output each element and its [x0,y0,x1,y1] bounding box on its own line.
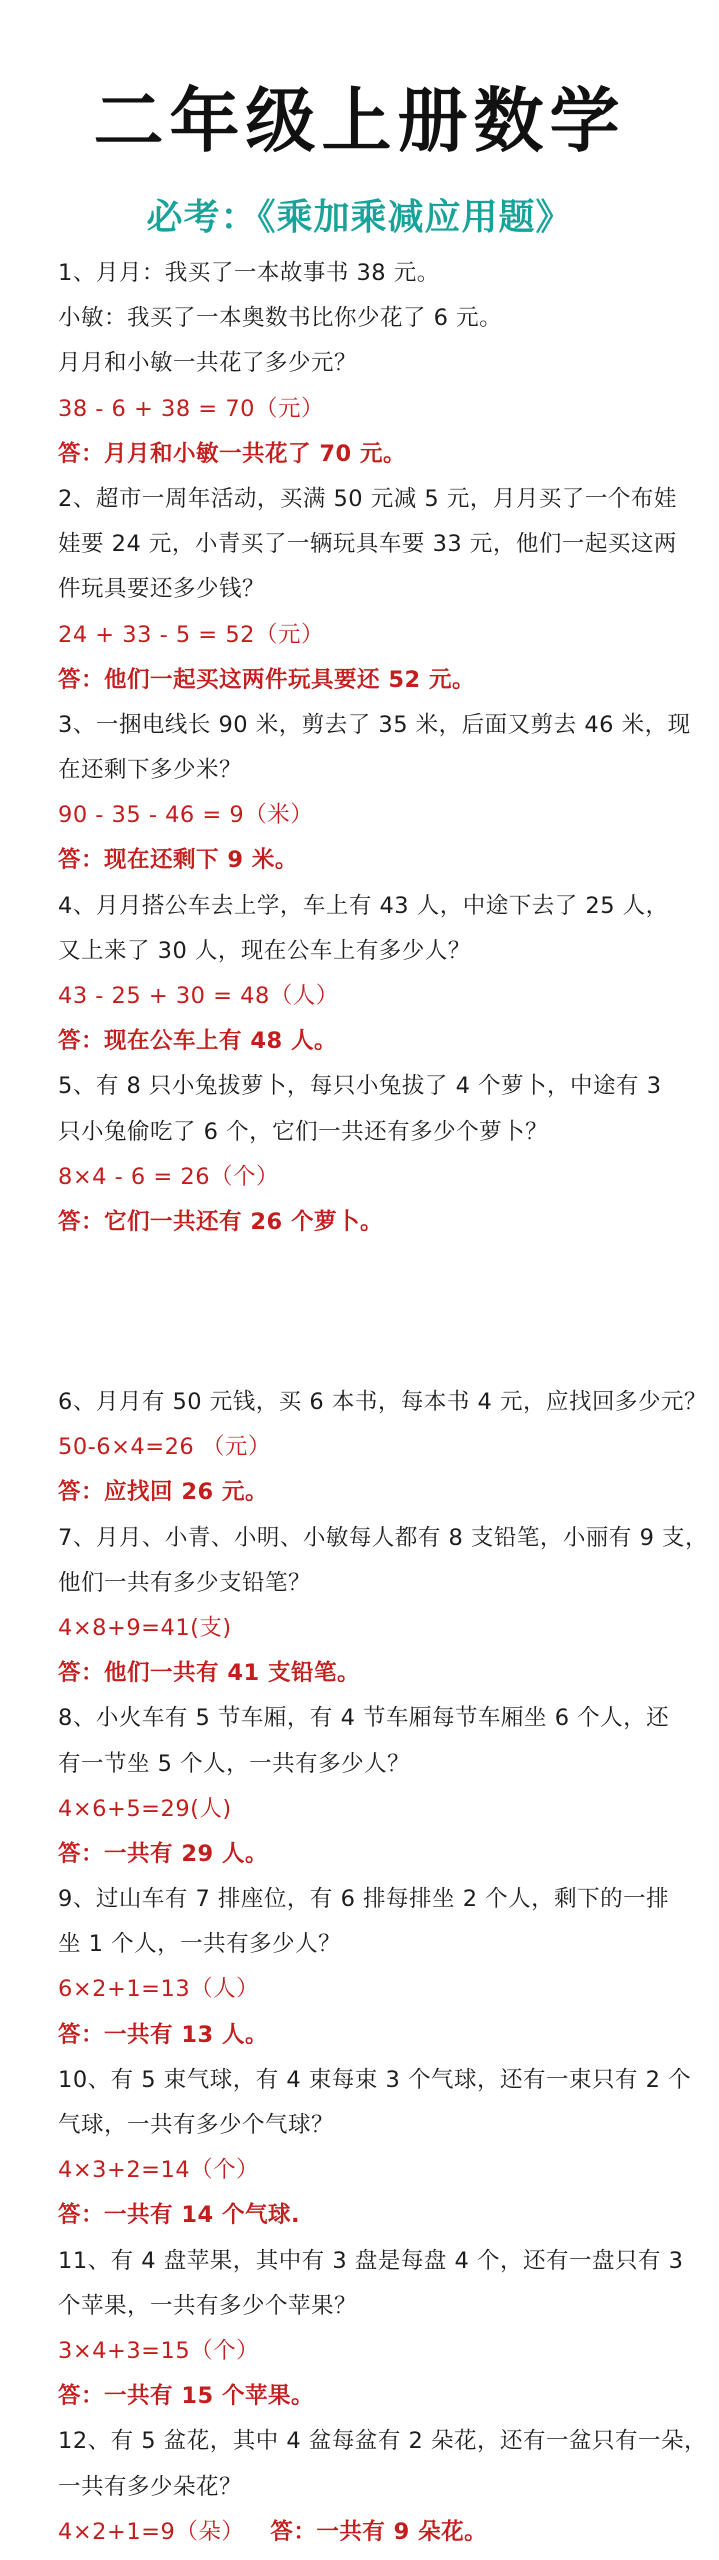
problem-1-answer: 答：月月和小敏一共花了 70 元。 [58,440,406,467]
problem-10-answer: 答：一共有 14 个气球. [58,2202,301,2229]
problem-5-text: 5、有 8 只小兔拔萝卜，每只小兔拔了 4 个萝卜，中途有 3 [58,1073,662,1100]
page-subtitle: 必考：《乘加乘减应用题》 [146,197,573,238]
problem-6-text: 6、月月有 50 元钱，买 6 本书，每本书 4 元，应找回多少元？ [58,1389,707,1415]
problem-9-text: 9、过山车有 7 排座位，有 6 排每排坐 2 个人，剩下的一排 [58,1886,670,1913]
problem-3-equation: 90 - 35 - 46 = 9（米） [58,802,314,829]
problem-9-answer: 答：一共有 13 人。 [58,2021,268,2048]
problem-7-question: 他们一共有多少支铅笔？ [58,1569,312,1596]
problem-7-text: 7、月月、小青、小明、小敏每人都有 8 支铅笔，小丽有 9 支， [58,1524,709,1551]
problem-12-equation: 4×2+1=9（朵） [58,2518,245,2545]
problem-2-equation: 24 + 33 - 5 = 52（元） [58,621,324,648]
problem-9-equation: 6×2+1=13（人） [58,1976,260,2003]
problem-8-text: 8、小火车有 5 节车厢，有 4 节车厢每节车厢坐 6 个人，还 [58,1705,670,1732]
problem-12-answer: 答：一共有 9 朵花。 [270,2518,488,2545]
problem-10-equation: 4×3+2=14（个） [58,2157,260,2184]
problem-11-answer: 答：一共有 15 个苹果。 [58,2383,314,2410]
problem-6-equation: 50-6×4=26 （元） [58,1434,271,1461]
problem-1-question: 月月和小敏一共花了多少元？ [58,350,358,377]
problem-11-equation: 3×4+3=15（个） [58,2337,260,2364]
problem-3-text: 3、一捆电线长 90 米，剪去了 35 米，后面又剪去 46 米，现 [58,711,691,738]
problem-1-equation: 38 - 6 + 38 = 70（元） [58,395,324,422]
problem-8-answer: 答：一共有 29 人。 [58,1840,268,1867]
problem-7-equation: 4×8+9=41(支) [58,1614,232,1641]
problem-11-question: 个苹果，一共有多少个苹果？ [58,2292,358,2319]
problem-2-text: 娃要 24 元，小青买了一辆玩具车要 33 元，他们一起买这两 [58,531,677,558]
problem-5-equation: 8×4 - 6 = 26（个） [58,1163,280,1190]
problem-12-text: 12、有 5 盆花，其中 4 盆每盆有 2 朵花，还有一盆只有一朵， [58,2428,707,2455]
problem-4-question: 又上来了 30 人，现在公车上有多少人？ [58,937,471,964]
problem-10-text: 10、有 5 束气球，有 4 束每束 3 个气球，还有一束只有 2 个 [58,2066,692,2093]
page-title: 二年级上册数学 [93,80,626,162]
problems-section-2 [58,1380,709,2555]
problem-4-text: 4、月月搭公车去上学，车上有 43 人，中途下去了 25 人， [58,892,669,919]
problem-8-equation: 4×6+5=29(人) [58,1795,232,1822]
problem-7-answer: 答：他们一共有 41 支铅笔。 [58,1660,360,1687]
problem-2-answer: 答：他们一起买这两件玩具要还 52 元。 [58,666,475,693]
problem-8-question: 有一节坐 5 个人，一共有多少人？ [58,1750,411,1777]
problems-section-1 [58,251,691,1245]
problem-5-answer: 答：它们一共还有 26 个萝卜。 [58,1208,383,1235]
problem-3-question: 在还剩下多少米？ [58,757,243,784]
problem-4-equation: 43 - 25 + 30 = 48（人） [58,983,339,1009]
problem-1-text: 小敏：我买了一本奥数书比你少花了 6 元。 [58,305,503,332]
problem-5-question: 只小兔偷吃了 6 个，它们一共还有多少个萝卜？ [58,1118,549,1145]
problem-3-answer: 答：现在还剩下 9 米。 [58,847,298,874]
problem-12-solution-row [58,2510,668,2555]
problem-6-answer: 答：应找回 26 元。 [58,1479,268,1506]
problem-1-text: 1、月月：我买了一本故事书 38 元。 [58,260,440,286]
problem-12-question: 一共有多少朵花？ [58,2473,243,2500]
problem-10-question: 气球，一共有多少个气球？ [58,2112,335,2138]
problem-2-question: 件玩具要还多少钱？ [58,576,266,603]
problem-4-answer: 答：现在公车上有 48 人。 [58,1028,337,1055]
problem-11-text: 11、有 4 盘苹果，其中有 3 盘是每盘 4 个，还有一盘只有 3 [58,2247,684,2274]
problem-2-text: 2、超市一周年活动，买满 50 元减 5 元，月月买了一个布娃 [58,485,677,512]
problem-9-question: 坐 1 个人，一共有多少人？ [58,1931,342,1958]
